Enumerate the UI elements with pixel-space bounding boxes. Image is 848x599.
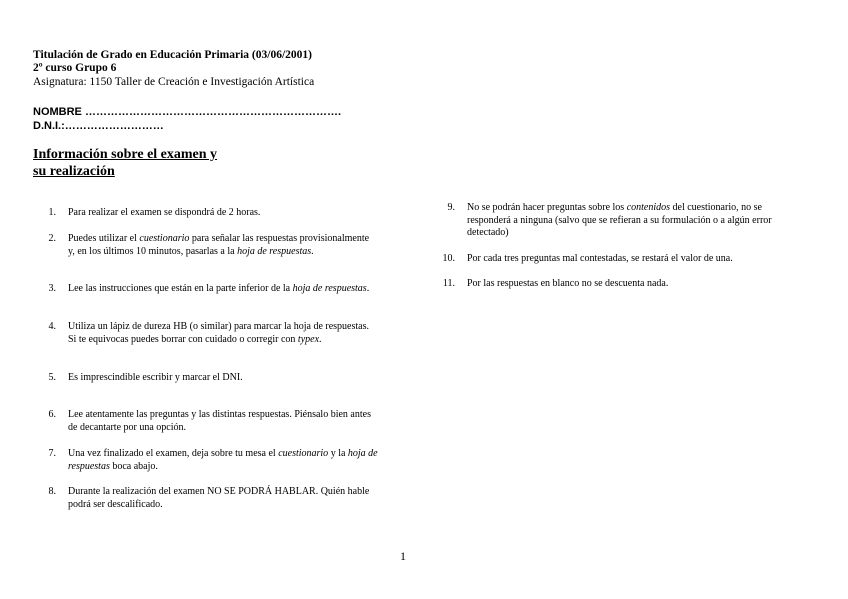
instruction-emphasis: hoja de respuestas — [292, 283, 367, 294]
instruction-text: No se podrán hacer preguntas sobre los contenidos del cuestionario, no se responderá a ninguna (salvo que se refieran a su formulación o a algún error detectado) — [467, 202, 772, 238]
instruction-number: 8. — [48, 486, 56, 497]
instruction-text: Durante la realización del examen NO SE PODRÁ HABLAR. Quién hable podrá ser descalificado. — [68, 486, 370, 510]
instruction-emphasis: cuestionario — [278, 448, 329, 459]
instruction-text: Lee atentamente las preguntas y las distintas respuestas. Piénsalo bien antes de decantarte por una opción. — [68, 409, 371, 433]
section-title-line-1: Información sobre el examen y — [33, 147, 218, 162]
instruction-text: Para realizar el examen se dispondrá de 2 horas. — [68, 207, 261, 218]
section-title — [33, 146, 217, 180]
subject-line: Asignatura: 1150 Taller de Creación e Investigación Artística — [33, 76, 315, 88]
instruction-text: Utiliza un lápiz de dureza HB (o similar) para marcar la hoja de respuestas. Si te equivocas puedes borrar con cuidado o corregir con typex. — [68, 321, 369, 345]
instruction-number: 9. — [447, 202, 455, 213]
instruction-emphasis: cuestionario — [139, 233, 190, 244]
exam-title: Titulación de Grado en Educación Primaria (03/06/2001) — [33, 49, 312, 61]
instruction-number: 11. — [442, 278, 455, 289]
instruction-text: Es imprescindible escribir y marcar el DNI. — [68, 372, 243, 383]
page-number: 1 — [400, 549, 406, 563]
instruction-text: Por cada tres preguntas mal contestadas, se restará el valor de una. — [467, 253, 733, 264]
instruction-text: Una vez finalizado el examen, deja sobre tu mesa el cuestionario y la hoja de respuestas boca abajo. — [68, 448, 378, 472]
dni-field: D.N.I.:……………………… — [33, 120, 164, 132]
course-group: 2º curso Grupo 6 — [33, 62, 117, 74]
instruction-emphasis: hoja de respuestas — [68, 448, 378, 472]
instruction-number: 2. — [48, 233, 56, 244]
instruction-number: 5. — [48, 372, 56, 383]
instruction-text: Puedes utilizar el cuestionario para señalar las respuestas provisionalmente y, en los últimos 10 minutos, pasarlas a la hoja de respuestas. — [68, 233, 370, 257]
instruction-number: 10. — [442, 253, 455, 264]
instruction-text: Lee las instrucciones que están en la parte inferior de la hoja de respuestas. — [68, 283, 370, 294]
instruction-number: 1. — [48, 207, 56, 218]
instruction-number: 4. — [48, 321, 56, 332]
instruction-number: 7. — [48, 448, 56, 459]
instruction-number: 6. — [48, 409, 56, 420]
instruction-emphasis: contenidos — [626, 202, 671, 213]
section-title-line-2: su realización — [33, 164, 115, 179]
instruction-emphasis: typex — [297, 333, 320, 345]
instruction-text: Por las respuestas en blanco no se descuenta nada. — [467, 278, 669, 289]
name-field: NOMBRE ……………………………………………………………. — [33, 106, 341, 118]
instruction-number: 3. — [48, 283, 56, 294]
instruction-emphasis: hoja de respuestas — [237, 245, 312, 257]
